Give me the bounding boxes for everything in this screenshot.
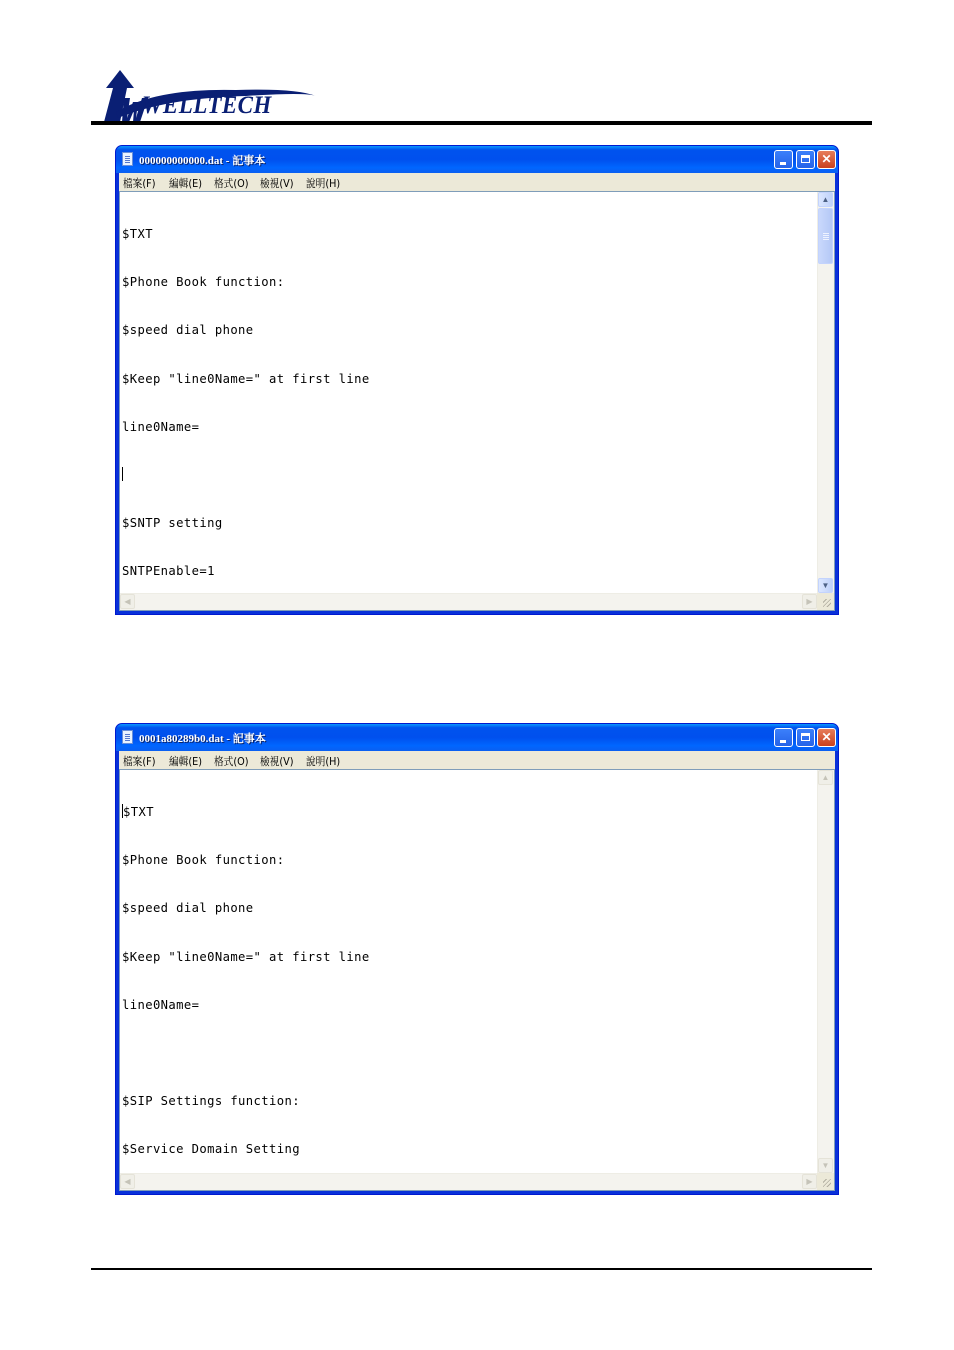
scroll-left-icon[interactable]: ◀: [120, 1174, 135, 1189]
title-bar[interactable]: [116, 146, 838, 173]
resize-grip-icon[interactable]: [817, 593, 834, 610]
menu-file[interactable]: 檔案(F): [123, 755, 156, 768]
text-editor[interactable]: [119, 769, 835, 1191]
minimize-icon[interactable]: [774, 150, 793, 169]
minimize-icon[interactable]: [774, 728, 793, 747]
text-line: $Keep "line0Name=" at first line: [122, 949, 370, 964]
horizontal-scrollbar[interactable]: [120, 1173, 817, 1190]
text-line: $SIP Settings function:: [122, 1093, 300, 1108]
menu-file[interactable]: 檔案(F): [123, 177, 156, 190]
scroll-right-icon[interactable]: ▶: [802, 1174, 817, 1189]
scroll-down-icon[interactable]: ▼: [818, 1158, 833, 1173]
header-rule: [91, 121, 872, 125]
scroll-left-icon[interactable]: ◀: [120, 594, 135, 609]
vertical-scrollbar[interactable]: [817, 192, 834, 593]
menu-help[interactable]: 說明(H): [306, 177, 341, 190]
maximize-icon[interactable]: [796, 150, 815, 169]
text-line-caret: [122, 467, 814, 483]
logo-wordmark: WELLTECH: [142, 92, 272, 119]
text-line: $Keep "line0Name=" at first line: [122, 371, 370, 386]
scroll-up-icon[interactable]: ▲: [818, 770, 833, 785]
text-line-first: [122, 804, 814, 820]
text-line: $SNTP setting: [122, 515, 223, 530]
notepad-window-2[interactable]: [115, 723, 839, 1195]
close-icon[interactable]: ✕: [817, 728, 836, 747]
maximize-icon[interactable]: [796, 728, 815, 747]
text-line: line0Name=: [122, 997, 200, 1012]
scroll-down-icon[interactable]: ▼: [818, 578, 833, 593]
text-caret: [122, 467, 123, 481]
notepad-icon: [122, 152, 133, 166]
text-line: $speed dial phone: [122, 323, 254, 338]
notepad-window-1[interactable]: [115, 145, 839, 615]
title-bar[interactable]: [116, 724, 838, 751]
window-title: 000000000000.dat - 記事本: [139, 155, 266, 167]
text-line: line0Name=: [122, 419, 200, 434]
menu-bar: [119, 751, 835, 769]
notepad-icon: [122, 730, 133, 744]
menu-format[interactable]: 格式(O): [214, 177, 249, 190]
footer-rule: [91, 1268, 872, 1270]
menu-bar: [119, 173, 835, 191]
menu-help[interactable]: 說明(H): [306, 755, 341, 768]
text-line: $TXT: [123, 805, 154, 820]
text-line: $Service Domain Setting: [122, 1142, 300, 1157]
text-line: $Phone Book function:: [122, 275, 285, 290]
text-line: $Phone Book function:: [122, 853, 285, 868]
menu-edit[interactable]: 編輯(E): [169, 177, 203, 190]
resize-grip-icon[interactable]: [817, 1173, 834, 1190]
editor-text[interactable]: [122, 192, 814, 593]
scroll-thumb[interactable]: [818, 208, 833, 264]
scroll-up-icon[interactable]: ▲: [818, 192, 833, 207]
window-title: 0001a80289b0.dat - 記事本: [139, 733, 266, 745]
menu-view[interactable]: 檢視(V): [260, 755, 294, 768]
text-line: $TXT: [122, 227, 153, 242]
menu-edit[interactable]: 編輯(E): [169, 755, 203, 768]
text-line: $speed dial phone: [122, 901, 254, 916]
close-icon[interactable]: ✕: [817, 150, 836, 169]
text-line: [122, 1045, 814, 1061]
menu-format[interactable]: 格式(O): [214, 755, 249, 768]
vertical-scrollbar[interactable]: [817, 770, 834, 1173]
text-line: SNTPEnable=1: [122, 564, 215, 579]
menu-view[interactable]: 檢視(V): [260, 177, 294, 190]
scroll-right-icon[interactable]: ▶: [802, 594, 817, 609]
text-editor[interactable]: [119, 191, 835, 611]
horizontal-scrollbar[interactable]: [120, 593, 817, 610]
editor-text[interactable]: [122, 770, 814, 1173]
